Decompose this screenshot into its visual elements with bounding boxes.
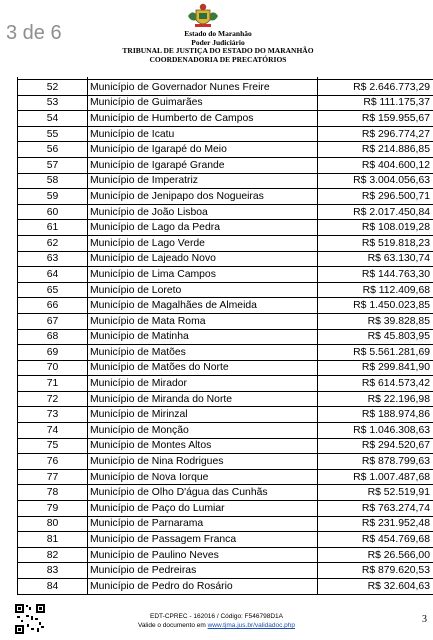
amount-value: R$ 1.007.487,68: [318, 469, 433, 485]
row-number: 70: [18, 360, 88, 376]
row-number: 64: [18, 267, 88, 283]
document-footer: [0, 612, 433, 630]
table-row: [18, 563, 433, 579]
amount-value: R$ 108.019,28: [318, 220, 433, 236]
row-number: 73: [18, 407, 88, 423]
row-number: 71: [18, 376, 88, 392]
municipality-name: Município de Igarapé do Meio: [88, 142, 318, 158]
row-number: 60: [18, 204, 88, 220]
amount-value: R$ 214.886,85: [318, 142, 433, 158]
table-row: [18, 391, 433, 407]
amount-value: R$ 159.955,67: [318, 111, 433, 127]
municipality-name: Município de Matões: [88, 345, 318, 361]
row-number: 74: [18, 423, 88, 439]
municipality-name: Município de Lago Verde: [88, 235, 318, 251]
row-number: 79: [18, 501, 88, 517]
table-row: [18, 485, 433, 501]
table-row: [18, 360, 433, 376]
coat-of-arms-logo: [186, 2, 220, 30]
municipality-table: [17, 77, 433, 595]
table-row: [18, 516, 433, 532]
amount-value: R$ 39.828,85: [318, 313, 433, 329]
table-row: [18, 267, 433, 283]
amount-value: R$ 188.974,86: [318, 407, 433, 423]
header-court: TRIBUNAL DE JUSTIÇA DO ESTADO DO MARANHÃO: [122, 46, 314, 56]
municipality-name: Município de Pedro do Rosário: [88, 579, 318, 595]
footer-validation: [0, 621, 433, 630]
row-number: 57: [18, 157, 88, 173]
municipality-name: Município de Imperatriz: [88, 173, 318, 189]
amount-value: R$ 3.004.056,63: [318, 173, 433, 189]
table-row: [18, 220, 433, 236]
amount-value: R$ 52.519,91: [318, 485, 433, 501]
municipality-name: Município de Mirador: [88, 376, 318, 392]
row-number: 56: [18, 142, 88, 158]
row-number: 82: [18, 547, 88, 563]
row-number: 62: [18, 235, 88, 251]
table-row: [18, 189, 433, 205]
table-row: [18, 469, 433, 485]
amount-value: R$ 296.774,27: [318, 126, 433, 142]
row-number: 78: [18, 485, 88, 501]
table-row: [18, 345, 433, 361]
footer-validation-text: Valide o documento em: [137, 622, 208, 629]
table-row: [18, 80, 433, 96]
table-row: [18, 204, 433, 220]
row-number: 61: [18, 220, 88, 236]
row-number: 58: [18, 173, 88, 189]
table-row: [18, 173, 433, 189]
row-number: 65: [18, 282, 88, 298]
municipality-name: Município de Loreto: [88, 282, 318, 298]
amount-value: R$ 32.604,63: [318, 579, 433, 595]
municipality-name: Município de Pedreiras: [88, 563, 318, 579]
amount-value: R$ 1.046.308,63: [318, 423, 433, 439]
municipality-name: Município de Lago da Pedra: [88, 220, 318, 236]
municipality-name: Município de Igarapé Grande: [88, 157, 318, 173]
amount-value: R$ 454.769,68: [318, 532, 433, 548]
amount-value: R$ 63.130,74: [318, 251, 433, 267]
municipality-name: Município de Paço do Lumiar: [88, 501, 318, 517]
amount-value: R$ 231.952,48: [318, 516, 433, 532]
municipality-name: Município de João Lisboa: [88, 204, 318, 220]
municipality-name: Município de Nova Iorque: [88, 469, 318, 485]
amount-value: R$ 1.450.023,85: [318, 298, 433, 314]
table-row: [18, 126, 433, 142]
municipality-name: Município de Miranda do Norte: [88, 391, 318, 407]
amount-value: R$ 878.799,63: [318, 454, 433, 470]
municipality-name: Município de Jenipapo dos Nogueiras: [88, 189, 318, 205]
row-number: 76: [18, 454, 88, 470]
amount-value: R$ 111.175,37: [318, 95, 433, 111]
row-number: 66: [18, 298, 88, 314]
table-row: [18, 142, 433, 158]
row-number: 54: [18, 111, 88, 127]
municipality-name: Município de Icatu: [88, 126, 318, 142]
header-coordination: COORDENADORIA DE PRECATÓRIOS: [149, 54, 287, 64]
amount-value: R$ 22.196,98: [318, 391, 433, 407]
amount-value: R$ 2.646.773,29: [318, 80, 433, 96]
table-row: [18, 95, 433, 111]
row-number: 72: [18, 391, 88, 407]
table-row: [18, 251, 433, 267]
row-number: 83: [18, 563, 88, 579]
amount-value: R$ 5.561.281,69: [318, 345, 433, 361]
header-state: Estado do Maranhão: [184, 29, 252, 38]
table-row: [18, 454, 433, 470]
row-number: 63: [18, 251, 88, 267]
row-number: 69: [18, 345, 88, 361]
municipality-name: Município de Matinha: [88, 329, 318, 345]
table-row: [18, 282, 433, 298]
municipality-name: Município de Humberto de Campos: [88, 111, 318, 127]
municipality-name: Município de Guimarães: [88, 95, 318, 111]
row-number: 52: [18, 80, 88, 96]
row-number: 55: [18, 126, 88, 142]
municipality-name: Município de Paulino Neves: [88, 547, 318, 563]
amount-value: R$ 45.803,95: [318, 329, 433, 345]
document-header: [80, 30, 356, 64]
amount-value: R$ 144.763,30: [318, 267, 433, 283]
municipality-name: Município de Lima Campos: [88, 267, 318, 283]
municipality-name: Município de Montes Altos: [88, 438, 318, 454]
municipality-name: Município de Governador Nunes Freire: [88, 80, 318, 96]
row-number: 81: [18, 532, 88, 548]
table-row: [18, 532, 433, 548]
amount-value: R$ 296.500,71: [318, 189, 433, 205]
amount-value: R$ 2.017.450,84: [318, 204, 433, 220]
amount-value: R$ 299.841,90: [318, 360, 433, 376]
table-row: [18, 111, 433, 127]
row-number: 53: [18, 95, 88, 111]
row-number: 80: [18, 516, 88, 532]
page-counter-label: 3 de 6: [6, 22, 62, 44]
amount-value: R$ 614.573,42: [318, 376, 433, 392]
table-row: [18, 329, 433, 345]
table-row: [18, 407, 433, 423]
table-row: [18, 423, 433, 439]
municipality-name: Município de Lajeado Novo: [88, 251, 318, 267]
header-power: Poder Judiciário: [191, 37, 245, 47]
table-row: [18, 579, 433, 595]
table-row: [18, 298, 433, 314]
amount-value: R$ 294.520,67: [318, 438, 433, 454]
table-row: [18, 376, 433, 392]
row-number: 77: [18, 469, 88, 485]
amount-value: R$ 404.600,12: [318, 157, 433, 173]
amount-value: R$ 112.409,68: [318, 282, 433, 298]
page-number: 3: [422, 614, 427, 625]
municipality-name: Município de Parnarama: [88, 516, 318, 532]
table-row: [18, 157, 433, 173]
row-number: 75: [18, 438, 88, 454]
municipality-name: Município de Passagem Franca: [88, 532, 318, 548]
row-number: 67: [18, 313, 88, 329]
amount-value: R$ 519.818,23: [318, 235, 433, 251]
municipality-name: Município de Olho D'água das Cunhãs: [88, 485, 318, 501]
amount-value: R$ 879.620,53: [318, 563, 433, 579]
table-row: [18, 438, 433, 454]
municipality-name: Município de Magalhães de Almeida: [88, 298, 318, 314]
municipality-name: Município de Matões do Norte: [88, 360, 318, 376]
validation-link[interactable]: www.tjma.jus.br/validadoc.php: [207, 622, 296, 629]
amount-value: R$ 26.566,00: [318, 547, 433, 563]
table-row: [18, 547, 433, 563]
footer-document-code: EDT-CPREC - 162016 / Código: F546798D1A: [150, 613, 283, 620]
row-number: 84: [18, 579, 88, 595]
municipality-name: Município de Monção: [88, 423, 318, 439]
table-row: [18, 235, 433, 251]
municipality-name: Município de Mirinzal: [88, 407, 318, 423]
table-row: [18, 501, 433, 517]
municipality-name: Município de Nina Rodrigues: [88, 454, 318, 470]
table-row: [18, 313, 433, 329]
row-number: 68: [18, 329, 88, 345]
municipality-name: Município de Mata Roma: [88, 313, 318, 329]
amount-value: R$ 763.274,74: [318, 501, 433, 517]
row-number: 59: [18, 189, 88, 205]
